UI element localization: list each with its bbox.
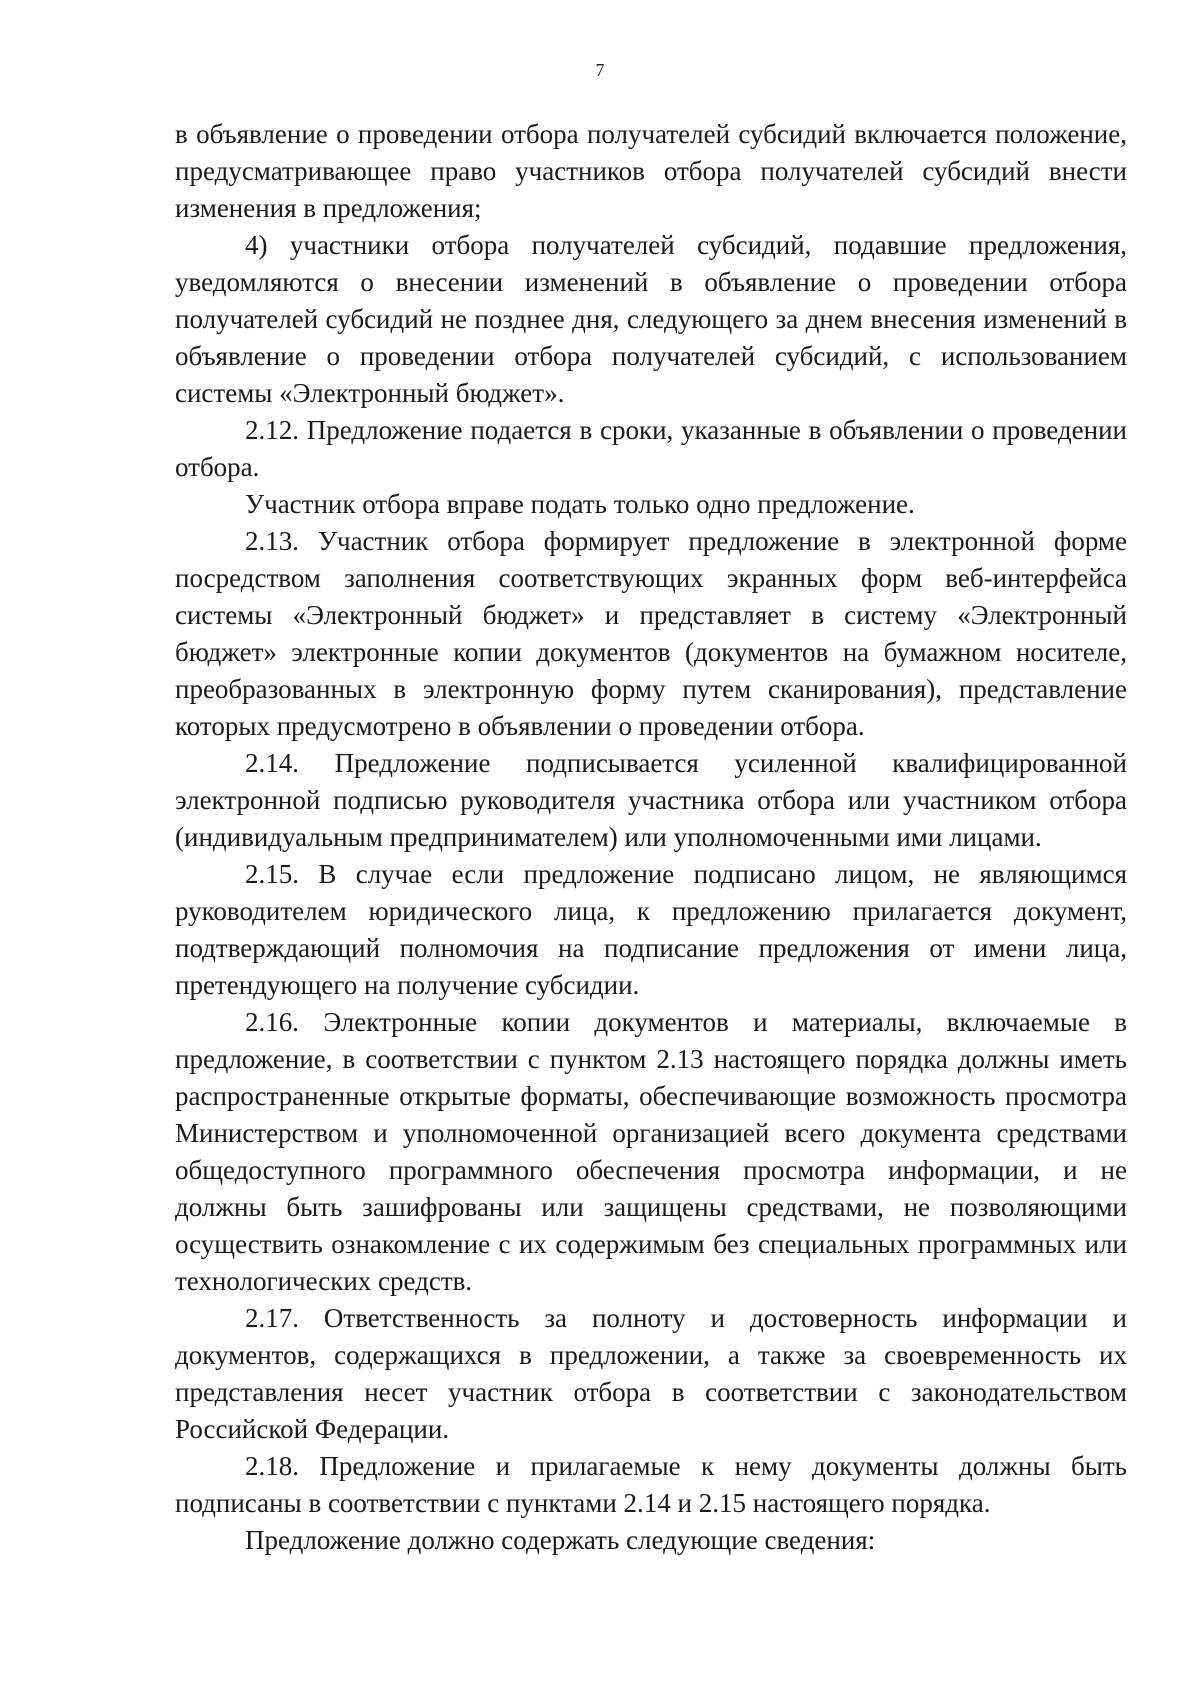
paragraph: Предложение должно содержать следующие сведения: (245, 1525, 876, 1555)
paragraph: 2.13. Участник отбора формирует предложение в электронной форме посредством заполнения соответствующих экранных форм веб-интерфейса системы «Электронный бюджет» и представляет в систему «Электронный бюджет» электронные копии документов (документов на бумажном носителе, преобразованных в электронную форму путем сканирования), представление которых предусмотрено в объявлении о проведении отбора. (175, 526, 1127, 741)
document-body (175, 116, 1127, 1559)
paragraph: 2.17. Ответственность за полноту и достоверность информации и документов, содержащихся в предложении, а также за своевременность их представления несет участник отбора в соответствии с законодательством Российской Федерации. (175, 1303, 1127, 1444)
page-number: 7 (595, 60, 605, 80)
paragraph: 2.16. Электронные копии документов и материалы, включаемые в предложение, в соответствии с пунктом 2.13 настоящего порядка должны иметь распространенные открытые форматы, обеспечивающие возможность просмотра Министерством и уполномоченной организацией всего документа средствами общедоступного программного обеспечения просмотра информации, и не должны быть зашифрованы или защищены средствами, не позволяющими осуществить ознакомление с их содержимым без специальных программных или технологических средств. (175, 1007, 1127, 1296)
paragraph: 4) участники отбора получателей субсидий, подавшие предложения, уведомляются о внесении изменений в объявление о проведении отбора получателей субсидий не позднее дня, следующего за днем внесения изменений в объявление о проведении отбора получателей субсидий, с использованием системы «Электронный бюджет». (175, 230, 1127, 408)
paragraph: 2.15. В случае если предложение подписано лицом, не являющимся руководителем юридического лица, к предложению прилагается документ, подтверждающий полномочия на подписание предложения от имени лица, претендующего на получение субсидии. (175, 859, 1127, 1000)
paragraph: в объявление о проведении отбора получателей субсидий включается положение, предусматривающее право участников отбора получателей субсидий внести изменения в предложения; (175, 119, 1127, 223)
paragraph: 2.18. Предложение и прилагаемые к нему документы должны быть подписаны в соответствии с пунктами 2.14 и 2.15 настоящего порядка. (175, 1451, 1127, 1518)
paragraph: 2.12. Предложение подается в сроки, указанные в объявлении о проведении отбора. (175, 415, 1127, 482)
paragraph: 2.14. Предложение подписывается усиленной квалифицированной электронной подписью руководителя участника отбора или участником отбора (индивидуальным предпринимателем) или уполномоченными ими лицами. (175, 748, 1127, 852)
paragraph: Участник отбора вправе подать только одно предложение. (245, 489, 915, 519)
